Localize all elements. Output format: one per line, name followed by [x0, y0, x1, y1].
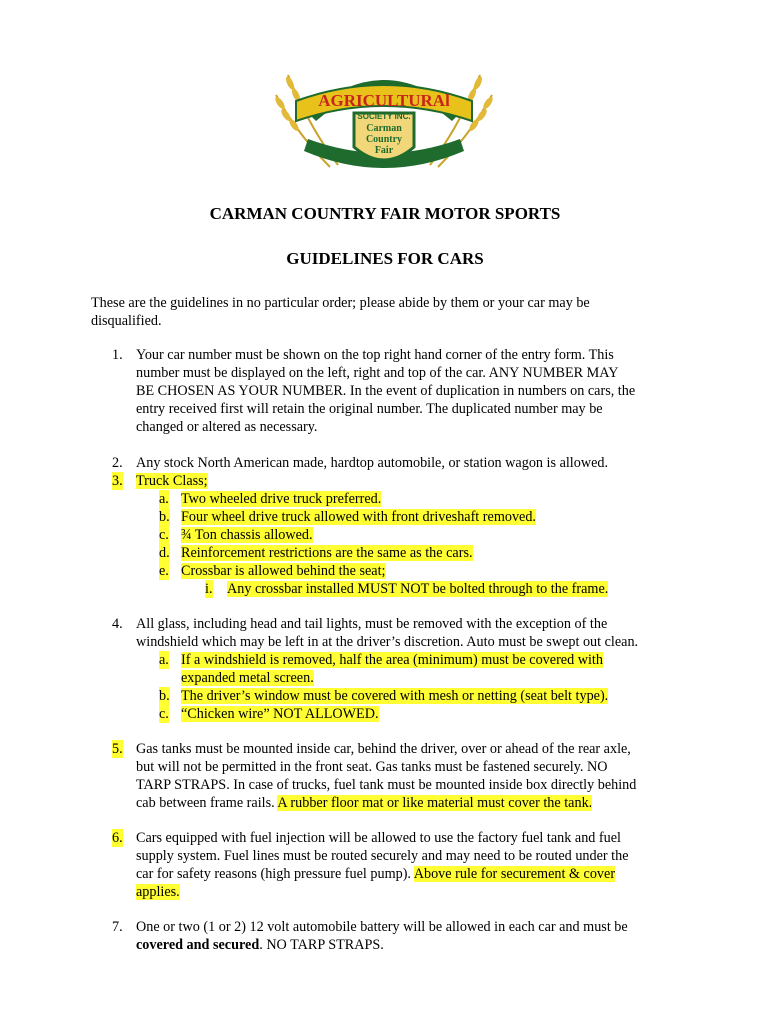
guideline-item-2: [112, 454, 686, 472]
item-line: changed or altered as necessary.: [136, 419, 318, 435]
item-line: One or two (1 or 2) 12 volt automobile battery will be allowed in each car and must be: [136, 919, 628, 935]
subitem-text: Any crossbar installed MUST NOT be bolted through to the frame.: [227, 581, 609, 597]
item-line-highlight: applies.: [136, 884, 180, 900]
item-line: windshield which may be left in at the driver’s discretion. Auto must be swept out clean.: [136, 634, 639, 650]
subitem-3d: [159, 544, 473, 562]
dufferin-agricultural-society-logo: [268, 55, 500, 177]
subitem-label: i.: [205, 581, 213, 597]
item-line-highlight: Above rule for securement & cover: [413, 866, 616, 882]
item-number: 5.: [112, 741, 123, 757]
item-line-plain: car for safety reasons (high pressure fuel pump).: [136, 866, 414, 882]
guideline-item-4: [112, 615, 686, 651]
item-line: TARP STRAPS. In case of trucks, fuel tank must be mounted inside box directly behind: [136, 777, 637, 793]
subitem-label: c.: [159, 527, 169, 543]
subitem-4a: [159, 651, 603, 687]
item-line: entry received first will retain the original number. The duplicated number may be: [136, 401, 603, 417]
subitem-text: Reinforcement restrictions are the same as the cars.: [181, 545, 473, 561]
item-line-rest: . NO TARP STRAPS.: [259, 937, 384, 953]
guideline-item-7: [112, 918, 686, 954]
subitem-label: b.: [159, 688, 170, 704]
subitem-text: Four wheel drive truck allowed with front driveshaft removed.: [181, 509, 536, 525]
subitem-text: expanded metal screen.: [181, 670, 314, 686]
guideline-item-1: [112, 346, 686, 436]
logo-main-text: AGRICULTURAl: [318, 91, 450, 110]
subitem-4c: [159, 705, 379, 723]
item-line: All glass, including head and tail lights, must be removed with the exception of the: [136, 616, 608, 632]
subitem-text: If a windshield is removed, half the area (minimum) must be covered with: [181, 652, 603, 668]
subitem-label: b.: [159, 509, 170, 525]
intro-paragraph: [91, 294, 651, 330]
intro-line: These are the guidelines in no particular order; please abide by them or your car may be: [91, 295, 590, 311]
document-subtitle: GUIDELINES FOR CARS: [286, 249, 484, 268]
subitem-3e-i: [205, 580, 609, 598]
subitem-3e: [159, 562, 386, 580]
logo-sub-text: SOCIETY INC.: [357, 112, 411, 121]
item-line: Your car number must be shown on the top right hand corner of the entry form. This: [136, 347, 614, 363]
guideline-item-5: [112, 740, 686, 812]
logo-fair-line1: Carman: [366, 123, 402, 134]
item-number: 2.: [112, 455, 123, 471]
item-line-bold: covered and secured: [136, 937, 260, 953]
subitem-3c: [159, 526, 313, 544]
subitem-label: a.: [159, 491, 169, 507]
subitem-text: The driver’s window must be covered with mesh or netting (seat belt type).: [181, 688, 609, 704]
subitem-label: d.: [159, 545, 170, 561]
item-line: but will not be permitted in the front seat. Gas tanks must be fastened securely. NO: [136, 759, 608, 775]
subitem-3b: [159, 508, 536, 526]
item-line: supply system. Fuel lines must be routed securely and may need to be routed under the: [136, 848, 629, 864]
guideline-item-3: [112, 472, 686, 490]
guideline-item-6: [112, 829, 686, 901]
subitem-text: Two wheeled drive truck preferred.: [181, 491, 382, 507]
subitem-text: ¾ Ton chassis allowed.: [181, 527, 313, 543]
subitem-3a: [159, 490, 382, 508]
logo-fair-line2: Country: [365, 134, 403, 145]
item-number: 4.: [112, 616, 123, 632]
item-line: number must be displayed on the left, right and top of the car. ANY NUMBER MAY: [136, 365, 619, 381]
item-number: 7.: [112, 919, 123, 935]
subitem-label: e.: [159, 563, 169, 579]
subitem-label: c.: [159, 706, 169, 722]
item-number: 6.: [112, 830, 123, 846]
document-title: CARMAN COUNTRY FAIR MOTOR SPORTS: [209, 204, 561, 223]
item-line-highlight: A rubber floor mat or like material must cover the tank.: [277, 795, 593, 811]
item-number: 1.: [112, 347, 123, 363]
item-number: 3.: [112, 473, 123, 489]
intro-line: disqualified.: [91, 313, 162, 329]
item-line: Gas tanks must be mounted inside car, behind the driver, over or ahead of the rear axle,: [136, 741, 631, 757]
item-line-plain: cab between frame rails.: [136, 795, 278, 811]
item-line: Truck Class;: [136, 473, 208, 489]
subitem-text: “Chicken wire” NOT ALLOWED.: [181, 706, 379, 722]
item-line: Any stock North American made, hardtop automobile, or station wagon is allowed.: [136, 455, 609, 471]
logo-fair-line3: Fair: [374, 145, 394, 156]
subitem-text: Crossbar is allowed behind the seat;: [181, 563, 386, 579]
subitem-label: a.: [159, 652, 169, 668]
item-line: BE CHOSEN AS YOUR NUMBER. In the event of duplication in numbers on cars, the: [136, 383, 636, 399]
item-line: Cars equipped with fuel injection will be allowed to use the factory fuel tank and fuel: [136, 830, 621, 846]
logo-top-text: DUFFERIN: [353, 64, 415, 78]
subitem-4b: [159, 687, 609, 705]
